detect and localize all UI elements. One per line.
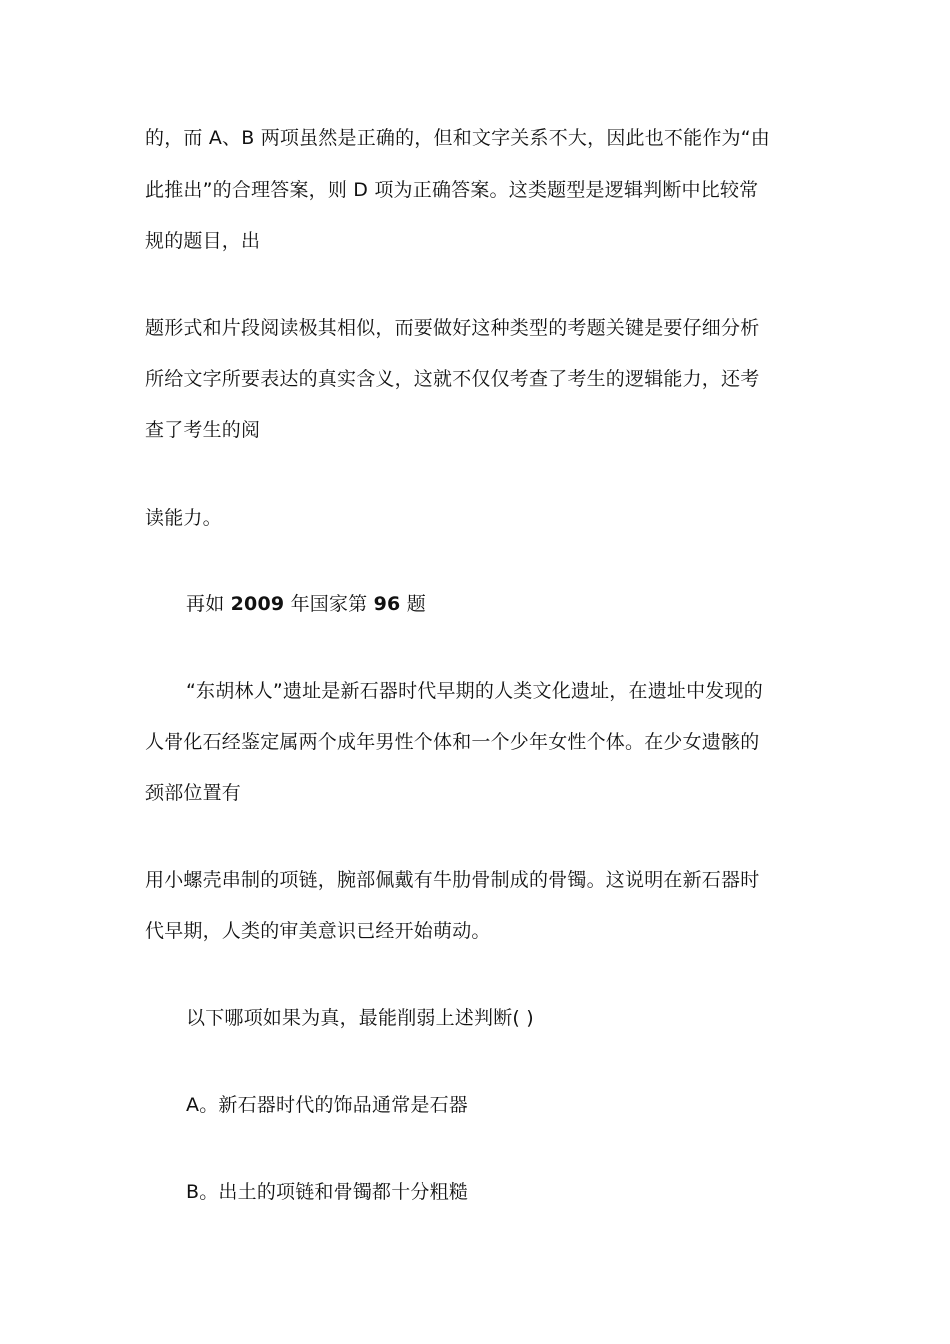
paragraph-6-line-1: 用小螺壳串制的项链，腕部佩戴有牛肋骨制成的骨镯。这说明在新石器时 [145,869,760,891]
paragraph-1-line-2: 此推出”的合理答案，则 D 项为正确答案。这类题型是逻辑判断中比较常 [145,179,759,201]
option-a: A。新石器时代的饰品通常是石器 [186,1094,468,1116]
paragraph-6-line-2: 代早期，人类的审美意识已经开始萌动。 [145,920,491,942]
paragraph-2-line-2: 所给文字所要表达的真实含义，这就不仅仅考查了考生的逻辑能力，还考 [145,368,760,390]
question-prompt: 以下哪项如果为真，最能削弱上述判断( ) [186,1007,534,1029]
paragraph-5-line-3: 颈部位置有 [145,782,242,804]
heading-number: 96 [373,593,401,615]
paragraph-5-line-1: “东胡林人”遗址是新石器时代早期的人类文化遗址，在遗址中发现的 [186,680,763,702]
paragraph-1-line-3: 规的题目，出 [145,230,261,252]
heading-suffix: 题 [400,593,426,615]
heading-year: 2009 [230,593,285,615]
paragraph-2-line-3: 查了考生的阅 [145,419,261,441]
paragraph-2-line-1: 题形式和片段阅读极其相似，而要做好这种类型的考题关键是要仔细分析 [145,317,760,339]
paragraph-1-line-1: 的，而 A、B 两项虽然是正确的，但和文字关系不大，因此也不能作为“由 [145,127,770,149]
heading-prefix: 再如 [186,593,231,615]
option-b: B。出土的项链和骨镯都十分粗糙 [186,1181,469,1203]
paragraph-5-line-2: 人骨化石经鉴定属两个成年男性个体和一个少年女性个体。在少女遗骸的 [145,731,760,753]
heading-mid: 年国家第 [284,593,374,615]
example-heading [186,592,856,616]
paragraph-3-line-1: 读能力。 [145,507,222,529]
